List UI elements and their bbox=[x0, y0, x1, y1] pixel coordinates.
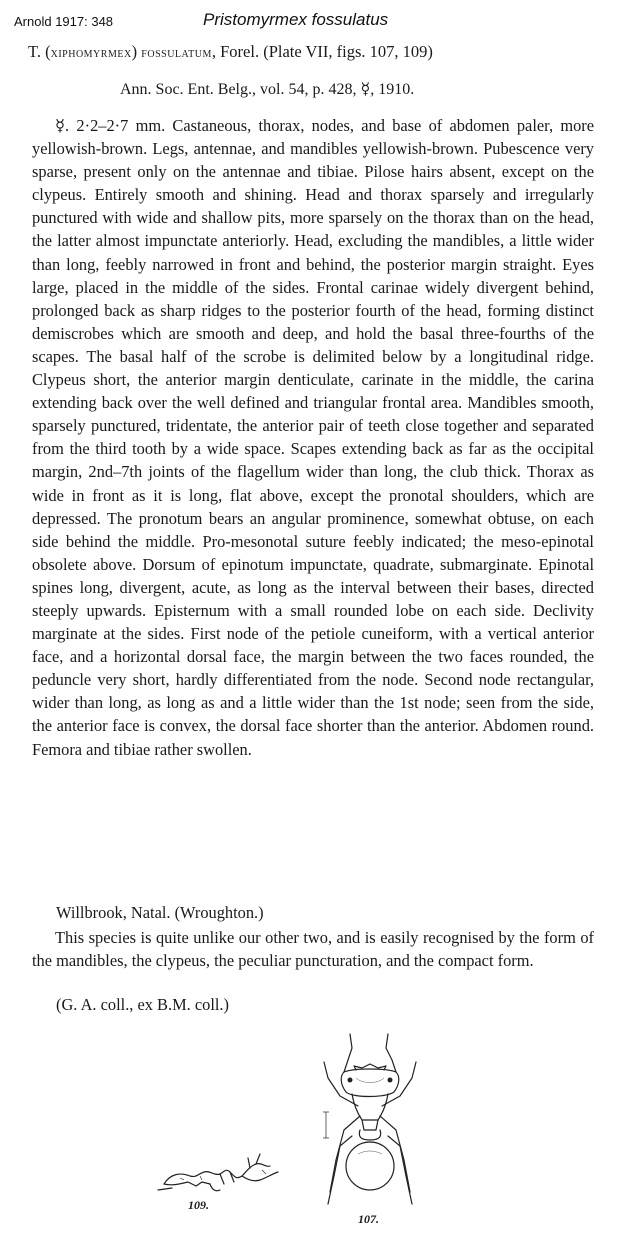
remark-paragraph: This species is quite unlike our other two, and is easily recognised by the form of the mandibles, the clypeus, the peculiar puncturation, and the compact form. bbox=[32, 928, 594, 971]
citation: Ann. Soc. Ent. Belg., vol. 54, p. 428, ☿, 1910. bbox=[120, 81, 415, 98]
description-paragraph: ☿. 2·2–2·7 mm. Castaneous, thorax, nodes, and base of abdomen paler, more yellowish-brown. Legs, antennae, and mandibles yellowish-brown. Pubescence very sparse, present only on the antennae and tibiae. Pilose hairs absent, except on the clypeus. Entirely smooth and shining. Head and thorax sparsely and irregularly punctured with wide and shallow pits, more sparsely on the thorax than on the head, the latter almost impunctate anteriorly. Head, excluding the mandibles, a little wider than long, feebly narrowed in front and behind, the posterior margin straight. Eyes large, placed in the middle of the sides. Frontal carinae widely divergent behind, prolonged back as sharp ridges to the posterior fourth of the head, forming distinct demiscrobes which are smooth and deep, and hold the basal three-fourths of the scapes. The basal half of the scrobe is delimited below by a longitudinal ridge. Clypeus short, the anterior margin denticulate, carinate in the middle, the carina extending back over the well defined and triangular frontal area. Mandibles smooth, sparsely punctured, tridentate, the anterior pair of teeth close together and separated from the third tooth by a wide space. Scapes extending back as far as the occipital margin, 2nd–7th joints of the flagellum wider than long, the club thick. Thorax as wide in front as it is long, flat above, except the pronotal shoulders, which are depressed. The pronotum bears an angular prominence, somewhat obtuse, on each side behind the middle. Pro-mesonotal suture feebly indicated; the meso-epinotal obsolete above. Dorsum of epinotum impunctate, quadrate, submarginate. Epinotal spines long, divergent, acute, as long as the interval between their bases, directed steeply upwards. Episternum with a small rounded lobe on each side. Declivity marginate at the sides. First node of the petiole cuneiform, with a vertical anterior face, and a horizontal dorsal face, the margin between the two faces rounded, the peduncle very short, hardly differentiated from the node. Second node rectangular, wider than long, as long as and a little wider than the 1st node; seen from the side, the anterior face is convex, the dorsal face shorter than the anterior. Abdomen round. Femora and tibiae rather swollen. bbox=[32, 116, 594, 759]
locality: Willbrook, Natal. (Wroughton.) bbox=[56, 903, 264, 922]
collection-note: (G. A. coll., ex B.M. coll.) bbox=[56, 995, 229, 1014]
figure-107-dorsal-view bbox=[300, 1026, 440, 1216]
page-header bbox=[0, 10, 626, 32]
species-heading: Pristomyrmex fossulatus bbox=[203, 10, 389, 29]
taxon-title bbox=[28, 42, 613, 62]
figure-109-lateral-view bbox=[150, 1150, 290, 1200]
subgenus-name: xiphomyrmex bbox=[50, 46, 132, 61]
title-mid: ) bbox=[131, 42, 142, 61]
reference-label: Arnold 1917: 348 bbox=[14, 14, 114, 29]
title-suffix: , Forel. (Plate VII, figs. 107, 109) bbox=[211, 42, 433, 61]
title-prefix: T. ( bbox=[28, 42, 51, 61]
species-epithet: fossulatum bbox=[141, 46, 212, 61]
figure-107-label: 107. bbox=[358, 1212, 379, 1226]
figure-109-label: 109. bbox=[188, 1198, 209, 1212]
